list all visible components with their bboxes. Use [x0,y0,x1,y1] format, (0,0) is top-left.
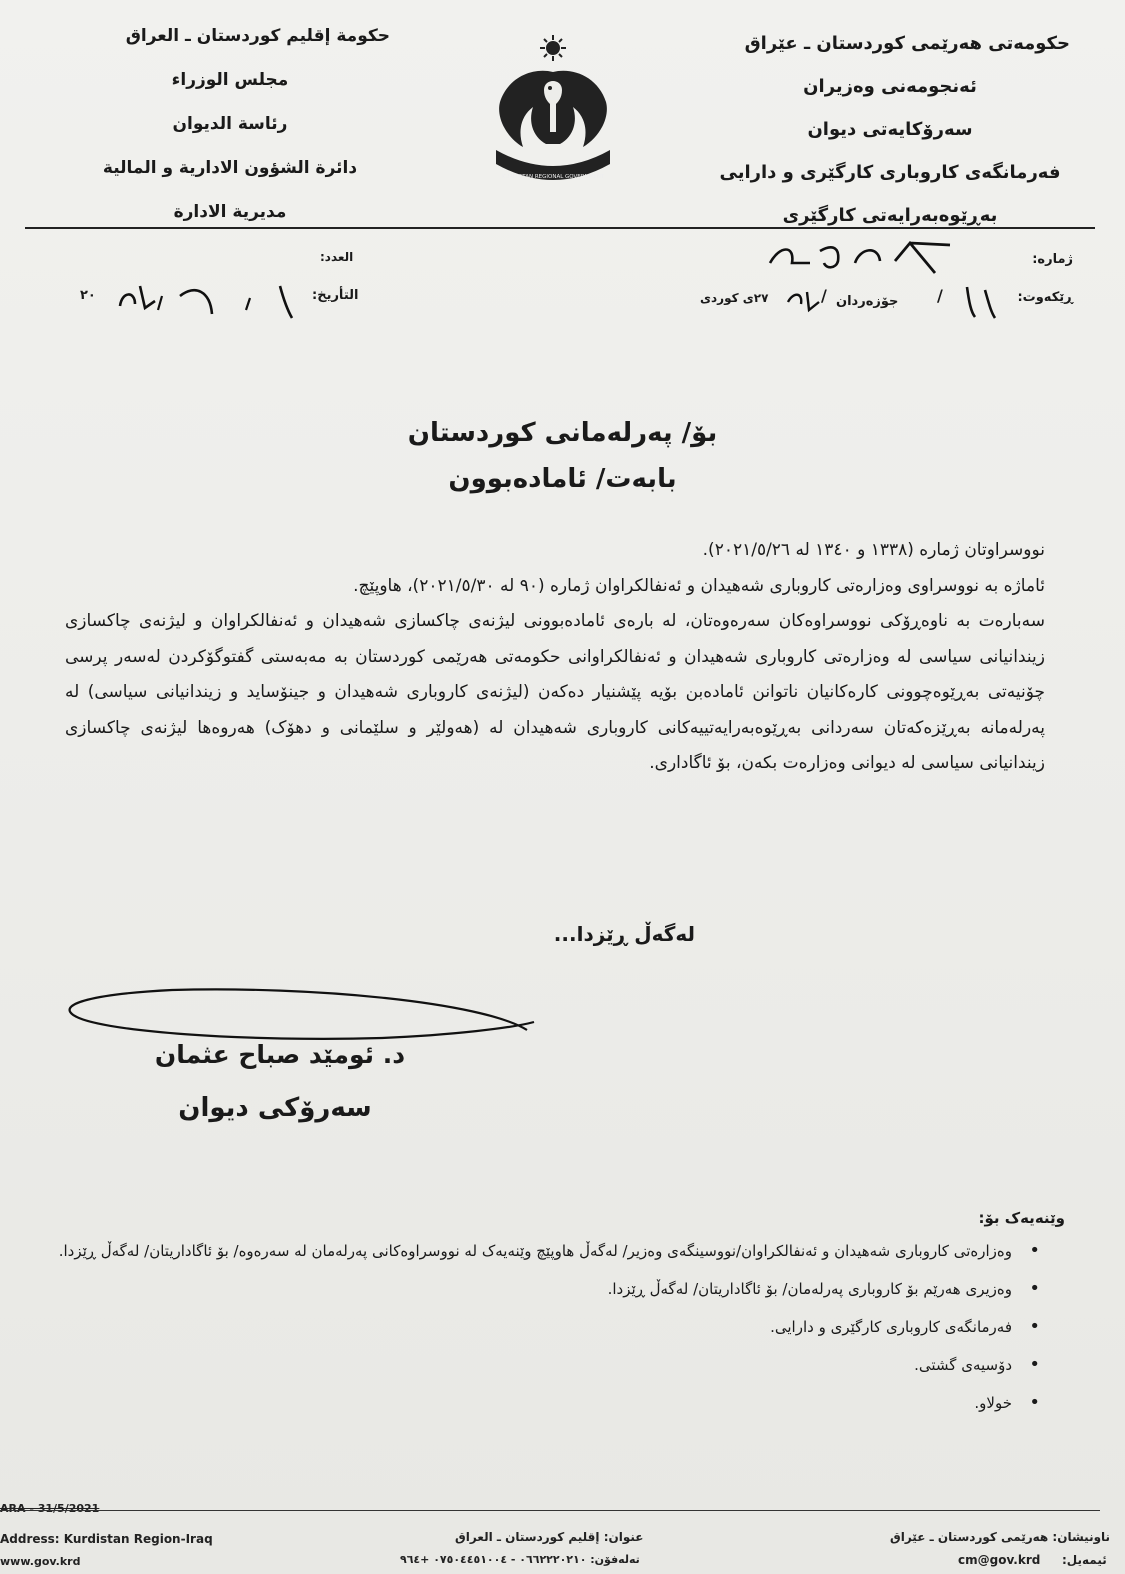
cc-item: • خولاو. [0,1388,1040,1418]
header-ku-line-5: بەڕێوەبەرایەتی کارگێری [782,205,998,226]
header-ar-line-1: حكومة إقليم كوردستان ـ العراق [125,26,390,46]
footer-address-en: Address: Kurdistan Region-Iraq [0,1532,213,1546]
bullet-icon: • [1029,1240,1040,1261]
header-ar-line-2: مجلس الوزراء [171,70,289,90]
footer-address-ku: ناونیشان: هەرێمی کوردستان ـ عێراق [890,1530,1111,1544]
number-label-ku: ژمارە: [1032,252,1073,267]
signatory-title: سەرۆکی دیوان [178,1093,372,1123]
emblem-text: KURDISTAN REGIONAL GOVERNMENT [501,174,605,180]
date-suffix-ar: ٢٠ [80,288,96,303]
header-ku-line-3: سەرۆکایەتی دیوان [807,119,973,140]
closing-line: لەگەڵ ڕێزدا... [553,922,695,946]
cc-label: وێنەیەک بۆ: [978,1209,1065,1227]
subject-line: بابەت/ ئامادەبوون [448,464,677,494]
handwritten-day [955,282,1010,322]
header-ku-line-4: فەرمانگەی کاروباری کارگێری و دارایی [719,162,1061,183]
cc-item: • دۆسیەی گشتی. [0,1350,1040,1380]
bullet-icon: • [1029,1278,1040,1299]
number-label-ar: العدد: [320,250,354,264]
footer-ref: ARA - 31/5/2021 [0,1502,100,1515]
bullet-icon: • [1029,1392,1040,1413]
handwritten-date-ar [100,276,310,326]
cc-item: • وەزارەتی کاروباری شەهیدان و ئەنفالکراوان/نووسینگەی وەزیر/ لەگەڵ هاوپێچ وێنەیەک لە نووسراوەکانی پەرلەمان لە سەرەوە/ بۆ ئاگاداریتان/ لەگەڵ ڕێزدا. [0,1236,1040,1266]
footer-email: cm@gov.krd [958,1553,1041,1567]
handwritten-year-ku [783,282,823,316]
date-month-ku: جۆزەردان [836,294,899,309]
header-ar-line-3: رئاسة الديوان [172,114,288,134]
cc-list [0,1236,1040,1426]
header-ku-line-1: حکومەتی هەرێمی کوردستان ـ عێراق [744,33,1070,54]
recipient-line: بۆ/ پەرلەمانی کوردستان [407,418,718,448]
header-divider [25,227,1095,229]
footer-address-ar: عنوان: إقليم كوردستان ـ العراق [455,1530,644,1544]
header-ar-line-5: مديرية الادارة [173,202,287,222]
date-sep-2: / [821,286,827,305]
body-paragraph-3: سەبارەت بە ناوەڕۆکی نووسراوەکان سەرەوەتان، لە بارەی ئامادەبوونی لیژنەی چاکسازی شەهیدان و ئەنفالکراوان و لیژنەی چاکسازی زیندانیانی سیاسی لە وەزارەتی کاروباری شەهیدان و ئەنفالکراوانی حکومەتی هەرێمی کوردستان بە مەبەستی گفتوگۆکردن لەسەر پرسی چۆنیەتی بەڕێوەچوونی کارەکانیان ناتوانن ئامادەبن بۆیە پێشنیار دەکەن (لیژنەی کاروباری شەهیدان و جینۆساید و زیندانیانی سیاسی) لە پەرلەمانە بەڕێزەکەتان سەردانی بەڕێوەبەرایەتییەکانی کاروباری شەهیدان لە (هەولێر و سلێمانی و دهۆک) هەروەها لیژنەی چاکسازی زیندانیانی سیاسی لە دیوانی وەزارەت بکەن، بۆ ئاگاداری. [65,611,1045,773]
date-label-ku: ڕێکەوت: [1017,290,1073,305]
footer-divider [0,1510,1100,1511]
date-label-ar: التأريخ: [312,288,359,303]
krg-emblem-icon [478,32,628,192]
cc-item: • وەزیری هەرێم بۆ کاروباری پەرلەمان/ بۆ ئاگاداریتان/ لەگەڵ ڕێزدا. [0,1274,1040,1304]
body-paragraph-2: ئاماژە بە نووسراوی وەزارەتی کاروباری شەهیدان و ئەنفالکراوان ژمارە (٩٠ لە ٢٠٢١/٥/٣٠)، هاوپێچ. [353,575,1045,596]
body-paragraph-1: نووسراوتان ژمارە (١٣٣٨ و ١٣٤٠ لە ٢٠٢١/٥/٢٦). [702,540,1045,560]
date-year-ku: ٢٧ی کوردی [700,291,769,305]
header-arabic [70,14,390,234]
signatory-name: د. ئومێد صباح عثمان [154,1040,406,1069]
handwritten-number [760,233,960,283]
cc-item: • فەرمانگەی کاروباری کارگێری و دارایی. [0,1312,1040,1342]
header-kurdish [710,22,1070,237]
footer-email-label: ئیمەیل: [1062,1553,1107,1567]
bullet-icon: • [1029,1316,1040,1337]
letter-body [65,533,1045,782]
footer-phone: تەلەفۆن: ٠٦٦٢٢٢٠٢١٠ - ٠٧٥٠٤٤٥١٠٠٤ +٩٦٤ [400,1553,640,1566]
header-ar-line-4: دائرة الشؤون الادارية و المالية [102,158,358,178]
bullet-icon: • [1029,1354,1040,1375]
header-ku-line-2: ئەنجومەنی وەزیران [803,76,977,97]
date-sep-1: / [937,286,943,305]
footer-web-en: www.gov.krd [0,1555,81,1568]
